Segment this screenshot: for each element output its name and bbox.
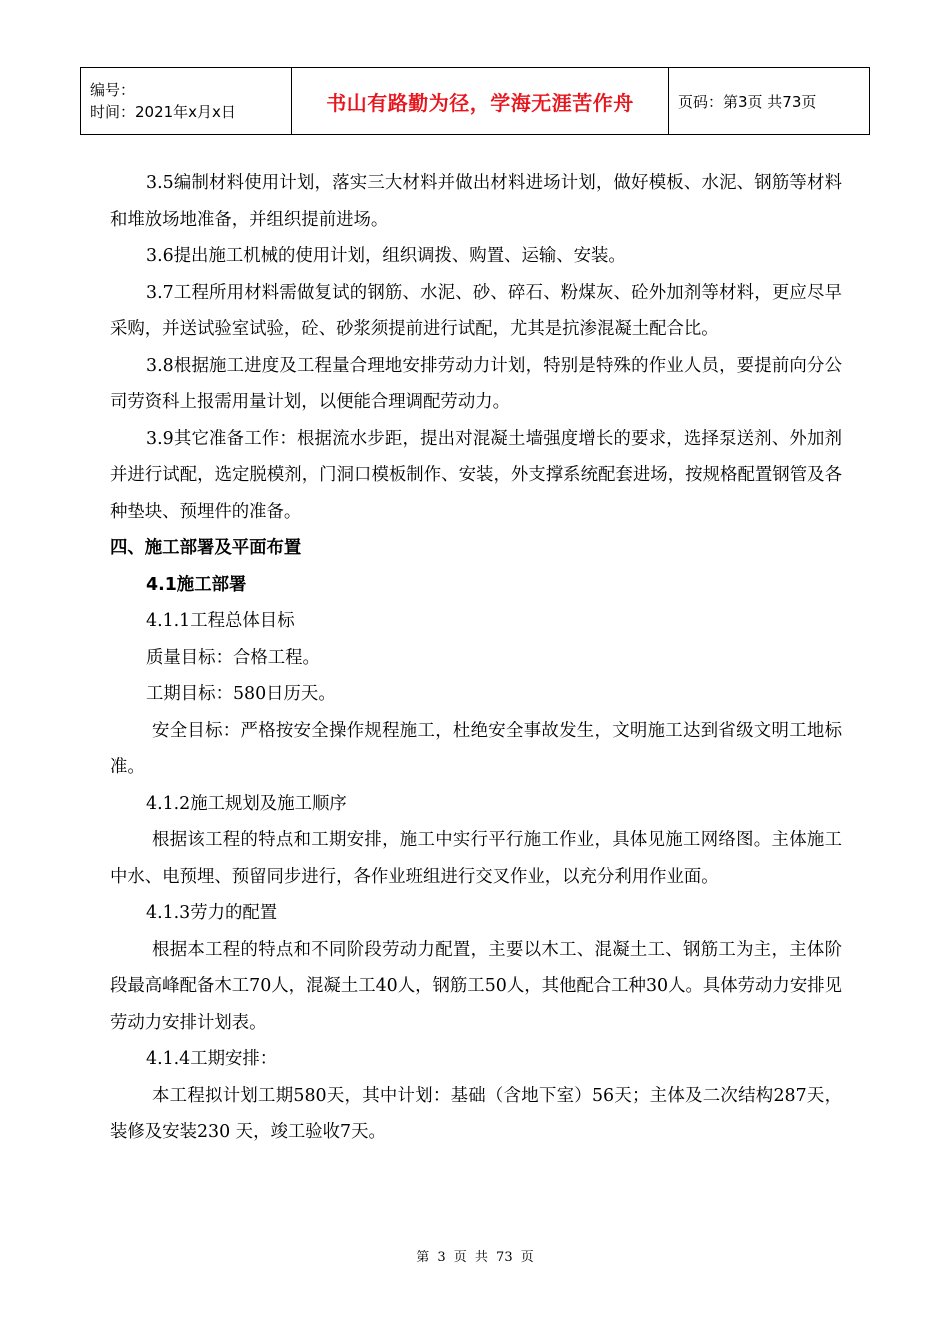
header-motto: 书山有路勤为径，学海无涯苦作舟: [292, 68, 669, 135]
paragraph-3-6: 3.6提出施工机械的使用计划，组织调拨、购置、运输、安装。: [146, 246, 626, 266]
header-meta-cell: [81, 68, 292, 135]
paragraph-3-8: 3.8根据施工进度及工程量合理地安排劳动力计划，特别是特殊的作业人员，要提前向分公司劳资科上报需用量计划，以便能合理调配劳动力。: [110, 355, 842, 412]
heading-4-1-1: 4.1.1工程总体目标: [146, 611, 295, 631]
paragraph-construction-plan: 根据该工程的特点和工期安排，施工中实行平行施工作业，具体见施工网络图。主体施工中水、电预埋、预留同步进行，各作业班组进行交叉作业，以充分利用作业面。: [110, 830, 842, 887]
schedule-goal: 工期目标：580日历天。: [146, 684, 336, 704]
document-number: 编号：: [90, 81, 136, 99]
paragraph-3-9: 3.9其它准备工作：根据流水步距，提出对混凝土墙强度增长的要求，选择泵送剂、外加剂并进行试配，选定脱模剂，门洞口模板制作、安装，外支撑系统配套进场，按规格配置钢管及各种垫块、预埋件的准备。: [110, 428, 842, 522]
heading-4-1-2: 4.1.2施工规划及施工顺序: [146, 793, 347, 814]
paragraph-labor-allocation: 根据本工程的特点和不同阶段劳动力配置，主要以木工、混凝土工、钢筋工为主，主体阶段最高峰配备木工70人，混凝土工40人，钢筋工50人，其他配合工种30人。具体劳动力安排见劳动力安排计划表。: [110, 939, 842, 1033]
document-date: 时间：2021年x月x日: [90, 103, 236, 121]
heading-4-1-4: 4.1.4工期安排：: [146, 1049, 278, 1069]
page-footer: 第 3 页 共 73 页: [416, 1250, 534, 1265]
paragraph-schedule: 本工程拟计划工期580天，其中计划：基础（含地下室）56天；主体及二次结构287天，装修及安装230 天，竣工验收7天。: [110, 1085, 842, 1142]
header-page-info: 页码：第3页 共73页: [669, 68, 870, 135]
document-header: [80, 67, 870, 135]
paragraph-3-5: 3.5编制材料使用计划，落实三大材料并做出材料进场计划，做好模板、水泥、钢筋等材料和堆放场地准备，并组织提前进场。: [110, 173, 842, 230]
subsection-heading-4-1: 4.1施工部署: [146, 574, 247, 595]
quality-goal: 质量目标：合格工程。: [146, 647, 320, 668]
safety-goal: 安全目标：严格按安全操作规程施工，杜绝安全事故发生，文明施工达到省级文明工地标准。: [110, 720, 842, 777]
document-body: [110, 165, 842, 1151]
heading-4-1-3: 4.1.3劳力的配置: [146, 903, 278, 923]
section-heading-4: 四、施工部署及平面布置: [110, 538, 302, 558]
paragraph-3-7: 3.7工程所用材料需做复试的钢筋、水泥、砂、碎石、粉煤灰、砼外加剂等材料，更应尽早采购，并送试验室试验，砼、砂浆须提前进行试配，尤其是抗渗混凝土配合比。: [110, 282, 842, 339]
